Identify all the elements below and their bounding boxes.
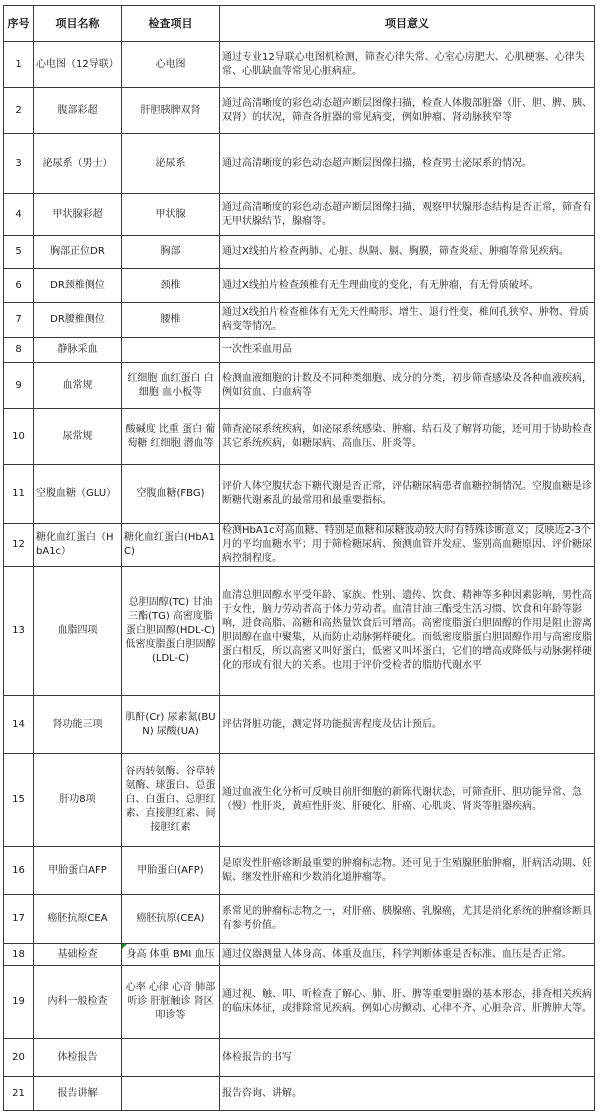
row-number[interactable] bbox=[4, 465, 34, 524]
check-item-cell[interactable] bbox=[122, 42, 220, 88]
project-name-cell[interactable] bbox=[34, 524, 122, 567]
row-number-text: 2 bbox=[15, 104, 22, 116]
check-item-cell[interactable] bbox=[122, 524, 220, 567]
check-item-cell-text: 肌酐(Cr) 尿素氮(BUN) 尿酸(UA) bbox=[125, 711, 216, 737]
project-name-cell-text: 基础检查 bbox=[57, 948, 98, 960]
meaning-cell-text: 通过高清晰度的彩色动态超声断层图像扫描，检查人体腹部脏器（肝、胆、脾、胰、双肾）的状况，筛查各脏器的常见病变，例如肿瘤、肾动脉狭窄等 bbox=[222, 97, 592, 123]
meaning-cell-text: 检测血液细胞的计数及不同种类细胞、成分的分类，初步筛查感染及各种血液疾病，例如贫血、白血病等 bbox=[222, 372, 592, 398]
check-item-cell[interactable] bbox=[122, 895, 220, 944]
project-name-cell-text: 泌尿系（男士） bbox=[42, 157, 113, 169]
meaning-cell[interactable] bbox=[220, 303, 595, 338]
check-item-cell[interactable] bbox=[122, 194, 220, 236]
table-row bbox=[4, 303, 595, 338]
row-number-text: 7 bbox=[15, 314, 22, 325]
check-item-cell[interactable] bbox=[122, 269, 220, 303]
project-name-cell[interactable] bbox=[34, 696, 122, 754]
row-number-text: 3 bbox=[15, 157, 22, 169]
meaning-cell-text: 通过仪器测量人体身高、体重及血压，科学判断体重是否标准、血压是否正常。 bbox=[222, 948, 572, 960]
check-item-cell[interactable] bbox=[122, 303, 220, 338]
row-number[interactable] bbox=[4, 1039, 34, 1077]
table-row bbox=[4, 134, 595, 194]
meaning-cell-text: 评价人体空腹状态下糖代谢是否正常，评估糖尿病患者血糖控制情况。空腹血糖是诊断糖代谢紊乱的最常用和最重要指标。 bbox=[222, 481, 592, 506]
meaning-cell-text: 体检报告的书写 bbox=[222, 1051, 292, 1063]
meaning-cell[interactable] bbox=[220, 409, 595, 465]
project-name-cell[interactable] bbox=[34, 1077, 122, 1111]
project-name-cell[interactable] bbox=[34, 409, 122, 465]
meaning-cell-text: 评估肾脏功能，测定肾功能损害程度及估计预后。 bbox=[222, 718, 442, 730]
table-row bbox=[4, 194, 595, 236]
meaning-cell[interactable] bbox=[220, 134, 595, 194]
row-number[interactable] bbox=[4, 363, 34, 409]
meaning-cell-text: 通过专业12导联心电图机检测，筛查心律失常、心室心房肥大、心肌梗塞、心律失常、心肌缺血等常见心脏病症。 bbox=[222, 51, 585, 77]
check-item-cell[interactable] bbox=[122, 1077, 220, 1111]
meaning-cell-text: 通过X线拍片检查椎体有无先天性畸形、增生、退行性变、椎间孔狭窄、肿物、骨质病变等情况。 bbox=[222, 307, 589, 332]
check-item-cell[interactable] bbox=[122, 465, 220, 524]
row-number-text: 8 bbox=[15, 344, 22, 355]
check-item-cell-text: 癌胚抗原(CEA) bbox=[136, 913, 205, 924]
meaning-cell-text: 血清总胆固醇水平受年龄、家族、性别、遗传、饮食、精神等多种因素影响，男性高于女性，脑力劳动者高于体力劳动者。血清甘油三酯受生活习惯、饮食和年龄等影响，进食高脂、高糖和高热量饮食后可增高。高密度脂蛋白胆固醇的作用是阻止游离胆固醇在血中聚集，从而防止动脉粥样硬化。而低密度脂蛋白胆固醇作用与高密度脂蛋白相反，所以高密又叫好蛋白，低密又叫坏蛋白，它们的增高或降低与动脉粥样硬化的形成有很大的关系。也用于评价受检者的脂肪代谢水平 bbox=[222, 590, 592, 671]
table-header-row bbox=[4, 6, 595, 42]
row-number-text: 11 bbox=[12, 488, 25, 499]
project-name-cell-text: DR腰椎侧位 bbox=[50, 314, 105, 325]
row-number[interactable] bbox=[4, 338, 34, 363]
meaning-cell[interactable] bbox=[220, 194, 595, 236]
row-number-text: 5 bbox=[15, 246, 22, 257]
check-item-cell-text: 颈椎 bbox=[160, 279, 181, 291]
check-item-cell[interactable] bbox=[122, 696, 220, 754]
meaning-cell[interactable] bbox=[220, 567, 595, 696]
project-name-cell[interactable] bbox=[34, 363, 122, 409]
check-item-cell-text: 红细胞 血红蛋白 白细胞 血小板等 bbox=[127, 372, 214, 398]
table-row bbox=[4, 236, 595, 269]
table-row bbox=[4, 1039, 595, 1077]
project-name-cell-text: 空腹血糖（GLU） bbox=[36, 488, 117, 499]
table-row bbox=[4, 42, 595, 88]
check-item-cell-text: 心率 心律 心音 肺部听诊 肝脏触诊 肾区叩诊等 bbox=[125, 982, 216, 1021]
row-number[interactable] bbox=[4, 409, 34, 465]
project-name-cell[interactable] bbox=[34, 194, 122, 236]
row-number-text: 20 bbox=[12, 1051, 25, 1063]
row-number-text: 18 bbox=[12, 948, 25, 960]
project-name-cell[interactable] bbox=[34, 88, 122, 134]
row-number-text: 6 bbox=[15, 279, 22, 291]
project-name-cell[interactable] bbox=[34, 269, 122, 303]
project-name-cell[interactable] bbox=[34, 1039, 122, 1077]
check-item-cell[interactable] bbox=[122, 944, 220, 966]
meaning-cell[interactable] bbox=[220, 269, 595, 303]
checkup-items-table bbox=[3, 5, 595, 1111]
row-number-text: 4 bbox=[15, 208, 22, 220]
meaning-cell-text: 系常见的肿瘤标志物之一，对肝癌、胰腺癌、乳腺癌，尤其是消化系统的肿瘤诊断具有参考价值。 bbox=[222, 906, 592, 931]
meaning-cell[interactable] bbox=[220, 1039, 595, 1077]
row-number[interactable] bbox=[4, 567, 34, 696]
meaning-cell-text: 通过X线拍片检查两肺、心脏、纵隔、膈、胸膜，筛查炎症、肿瘤等常见疾病。 bbox=[222, 246, 569, 257]
table-row bbox=[4, 409, 595, 465]
meaning-cell[interactable] bbox=[220, 42, 595, 88]
project-name-cell-text: 癌胚抗原CEA bbox=[47, 913, 108, 924]
check-item-cell[interactable] bbox=[122, 88, 220, 134]
project-name-cell-text: 腹部彩超 bbox=[57, 104, 98, 116]
header-item[interactable]: 检查项目 bbox=[122, 6, 220, 42]
meaning-cell-text: 通过X线拍片检查颈椎有无生理曲度的变化，有无肿瘤，有无骨质破坏。 bbox=[222, 279, 539, 291]
meaning-cell-text: 通过血液生化分析可反映目前肝细胞的新陈代谢状态，可筛查肝、胆功能异常、急（慢）性肝炎，黄疸性肝炎、肝硬化、肝癌、心肌炎、肾炎等脏器疾病。 bbox=[222, 787, 582, 812]
check-item-cell-text: 空腹血糖(FBG) bbox=[136, 488, 205, 499]
check-item-cell-text: 心电图 bbox=[155, 58, 186, 70]
check-item-cell[interactable] bbox=[122, 1039, 220, 1077]
row-number-text: 17 bbox=[12, 913, 25, 924]
project-name-cell[interactable] bbox=[34, 847, 122, 895]
project-name-cell-text: 肝功8项 bbox=[59, 794, 96, 805]
project-name-cell[interactable] bbox=[34, 134, 122, 194]
meaning-cell-text: 是原发性肝癌诊断最重要的肿瘤标志物。还可见于生殖腺胚胎肿瘤，肝病活动期、妊娠、继发性肝癌和少数消化道肿瘤等。 bbox=[222, 857, 592, 883]
row-number-text: 1 bbox=[15, 58, 22, 70]
check-item-cell[interactable] bbox=[122, 134, 220, 194]
row-number-text: 15 bbox=[12, 794, 25, 805]
meaning-cell-text: 通过视、触、叩、听检查了解心、肺、肝、脾等重要脏器的基本形态，排查相关疾病的临床体征，或排除常见疾病。例如心房颤动、心律不齐、心脏杂音、肝脾肿大等。 bbox=[222, 989, 592, 1014]
row-number[interactable] bbox=[4, 847, 34, 895]
meaning-cell[interactable] bbox=[220, 524, 595, 567]
check-item-cell-text: 酸碱度 比重 蛋白 葡萄糖 红细胞 潜血等 bbox=[125, 423, 216, 449]
header-no[interactable]: 序号 bbox=[4, 6, 34, 42]
project-name-cell-text: 心电图（12导联） bbox=[36, 58, 119, 70]
project-name-cell-text: 血脂四项 bbox=[57, 625, 98, 636]
row-number[interactable] bbox=[4, 88, 34, 134]
table-row bbox=[4, 1077, 595, 1111]
row-number[interactable] bbox=[4, 696, 34, 754]
table-row bbox=[4, 847, 595, 895]
row-number[interactable] bbox=[4, 269, 34, 303]
project-name-cell-text: 报告讲解 bbox=[57, 1087, 98, 1099]
meaning-cell-text: 一次性采血用品 bbox=[222, 344, 292, 355]
check-item-cell[interactable] bbox=[122, 236, 220, 269]
check-item-cell[interactable] bbox=[122, 338, 220, 363]
header-meaning[interactable]: 项目意义 bbox=[220, 6, 595, 42]
check-item-cell-text: 胸部 bbox=[160, 246, 181, 257]
check-item-cell[interactable] bbox=[122, 754, 220, 847]
row-number-text: 19 bbox=[12, 996, 25, 1007]
meaning-cell[interactable] bbox=[220, 1077, 595, 1111]
check-item-cell-text: 甲胎蛋白(AFP) bbox=[137, 864, 204, 876]
table-row bbox=[4, 567, 595, 696]
project-name-cell-text: 血常规 bbox=[62, 379, 93, 391]
check-item-cell[interactable] bbox=[122, 409, 220, 465]
check-item-cell-text: 甲状腺 bbox=[155, 208, 186, 220]
check-item-cell-text: 谷丙转氨酶、谷草转氨酶、球蛋白、总蛋白、白蛋白、总胆红素、直接胆红素、间接胆红素 bbox=[125, 766, 216, 833]
check-item-cell-text: 糖化血红蛋白(HbA1C) bbox=[124, 532, 215, 557]
project-name-cell[interactable] bbox=[34, 42, 122, 88]
project-name-cell-text: 静脉采血 bbox=[57, 344, 98, 355]
project-name-cell[interactable] bbox=[34, 966, 122, 1039]
project-name-cell[interactable] bbox=[34, 754, 122, 847]
project-name-cell[interactable] bbox=[34, 303, 122, 338]
table-row bbox=[4, 944, 595, 966]
cell-comment-indicator-icon bbox=[122, 944, 127, 949]
check-item-cell[interactable] bbox=[122, 363, 220, 409]
project-name-cell[interactable] bbox=[34, 944, 122, 966]
row-number[interactable] bbox=[4, 1077, 34, 1111]
row-number-text: 14 bbox=[12, 718, 25, 730]
project-name-cell[interactable] bbox=[34, 895, 122, 944]
meaning-cell-text: 通过高清晰度的彩色动态超声断层图像扫描，检查男士泌尿系的情况。 bbox=[222, 157, 532, 169]
check-item-cell-text: 总胆固醇(TC) 甘油三酯(TG) 高密度脂蛋白胆固醇(HDL-C) 低密度脂蛋白胆固醇(LDL-C) bbox=[125, 597, 216, 664]
row-number[interactable] bbox=[4, 944, 34, 966]
project-name-cell[interactable] bbox=[34, 338, 122, 363]
meaning-cell[interactable] bbox=[220, 338, 595, 363]
meaning-cell[interactable] bbox=[220, 754, 595, 847]
project-name-cell[interactable] bbox=[34, 236, 122, 269]
project-name-cell-text: DR颈椎侧位 bbox=[50, 279, 105, 291]
meaning-cell[interactable] bbox=[220, 966, 595, 1039]
row-number-text: 21 bbox=[12, 1087, 25, 1099]
meaning-cell-text: 报告咨询、讲解。 bbox=[222, 1087, 302, 1099]
project-name-cell-text: 甲胎蛋白AFP bbox=[48, 864, 107, 876]
project-name-cell-text: 尿常规 bbox=[62, 430, 93, 442]
meaning-cell[interactable] bbox=[220, 696, 595, 754]
row-number[interactable] bbox=[4, 966, 34, 1039]
meaning-cell-text: 通过高清晰度的彩色动态超声断层图像扫描，观察甲状腺形态结构是否正常，筛查有无甲状腺结节，腺瘤等。 bbox=[222, 201, 592, 227]
project-name-cell-text: 肾功能三项 bbox=[52, 718, 103, 730]
row-number[interactable] bbox=[4, 42, 34, 88]
row-number[interactable] bbox=[4, 194, 34, 236]
meaning-cell[interactable] bbox=[220, 944, 595, 966]
check-item-cell-text: 腰椎 bbox=[160, 314, 181, 325]
check-item-cell-text: 泌尿系 bbox=[155, 157, 186, 169]
meaning-cell[interactable] bbox=[220, 895, 595, 944]
table-row bbox=[4, 754, 595, 847]
table-row bbox=[4, 269, 595, 303]
project-name-cell-text: 甲状腺彩超 bbox=[52, 208, 103, 220]
project-name-cell-text: 糖化血红蛋白（HbA1c） bbox=[36, 532, 114, 557]
row-number[interactable] bbox=[4, 303, 34, 338]
row-number[interactable] bbox=[4, 524, 34, 567]
check-item-cell-text: 身高 体重 BMI 血压 bbox=[126, 948, 215, 960]
row-number[interactable] bbox=[4, 895, 34, 944]
project-name-cell-text: 内科一般检查 bbox=[47, 996, 108, 1007]
meaning-cell-text: 检测HbA1c对高血糖、特别是血糖和尿糖波动较大时有特殊诊断意义；反映近2-3个月的平均血糖水平；用于筛检糖尿病、预测血管并发症、鉴别高血糖原因、评价糖尿病控制程度。 bbox=[222, 525, 592, 564]
table-row bbox=[4, 363, 595, 409]
check-item-cell-text: 肝胆胰脾双肾 bbox=[140, 104, 201, 116]
meaning-cell[interactable] bbox=[220, 847, 595, 895]
check-item-cell[interactable] bbox=[122, 847, 220, 895]
row-number[interactable] bbox=[4, 134, 34, 194]
check-item-cell[interactable] bbox=[122, 567, 220, 696]
header-name[interactable]: 项目名称 bbox=[34, 6, 122, 42]
meaning-cell[interactable] bbox=[220, 88, 595, 134]
meaning-cell-text: 筛查泌尿系统疾病，如泌尿系统感染、肿瘤、结石及了解肾功能，还可用于协助检查其它系统疾病，如糖尿病、高血压、肝炎等。 bbox=[222, 423, 592, 449]
meaning-cell[interactable] bbox=[220, 236, 595, 269]
project-name-cell-text: 胸部正位DR bbox=[50, 246, 105, 257]
table-row bbox=[4, 895, 595, 944]
row-number-text: 13 bbox=[12, 625, 25, 636]
table-row bbox=[4, 696, 595, 754]
table-row bbox=[4, 524, 595, 567]
row-number[interactable] bbox=[4, 754, 34, 847]
table-row bbox=[4, 966, 595, 1039]
check-item-cell[interactable] bbox=[122, 966, 220, 1039]
project-name-cell[interactable] bbox=[34, 465, 122, 524]
table-row bbox=[4, 338, 595, 363]
table-row bbox=[4, 88, 595, 134]
row-number[interactable] bbox=[4, 236, 34, 269]
row-number-text: 16 bbox=[12, 864, 25, 876]
row-number-text: 12 bbox=[12, 539, 25, 550]
meaning-cell[interactable] bbox=[220, 363, 595, 409]
table-row bbox=[4, 465, 595, 524]
meaning-cell[interactable] bbox=[220, 465, 595, 524]
row-number-text: 9 bbox=[15, 379, 22, 391]
project-name-cell[interactable] bbox=[34, 567, 122, 696]
row-number-text: 10 bbox=[12, 430, 25, 442]
project-name-cell-text: 体检报告 bbox=[57, 1051, 98, 1063]
